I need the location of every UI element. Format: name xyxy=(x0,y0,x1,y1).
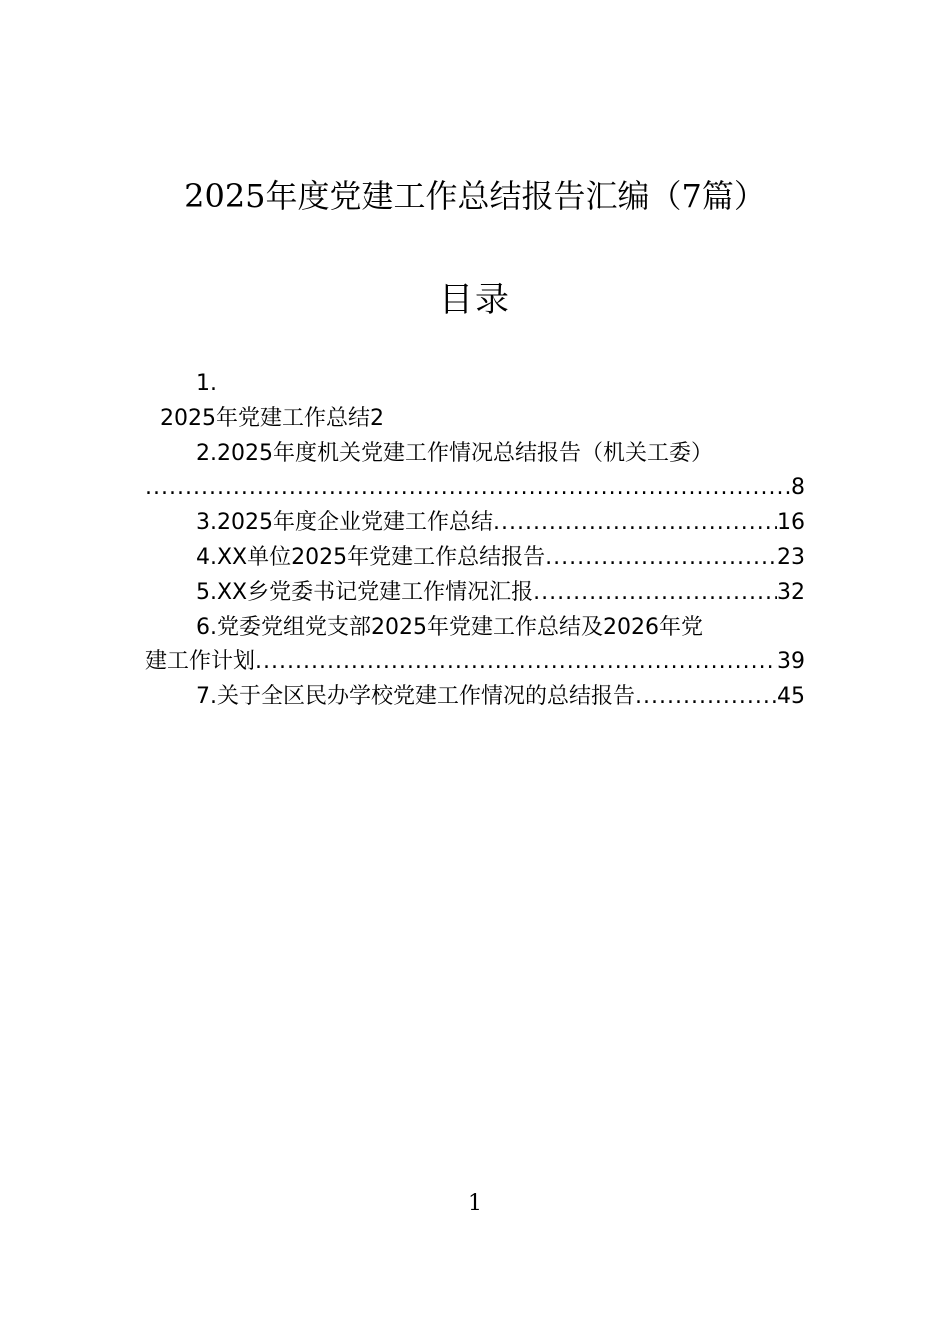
toc-entry-3-title: 3.2025年度企业党建工作总结 xyxy=(196,510,493,536)
toc-entry-1-number: 1. xyxy=(196,371,217,396)
toc-entry-7-leader xyxy=(635,680,777,715)
document-title: 2025年度党建工作总结报告汇编（7篇） xyxy=(184,177,766,215)
toc-heading: 目录 xyxy=(439,280,511,320)
toc-entry-5[interactable] xyxy=(145,576,805,611)
toc-entry-6[interactable] xyxy=(145,611,805,646)
toc-entry-3-leader xyxy=(493,506,777,541)
toc-entry-7[interactable] xyxy=(145,680,805,715)
toc-entry-5-title: 5.XX乡党委书记党建工作情况汇报 xyxy=(196,579,534,605)
toc-entry-4-title: 4.XX单位2025年党建工作总结报告 xyxy=(196,544,546,570)
page-number: 1 xyxy=(468,1191,482,1216)
toc-entry-6-title-line1: 6.党委党组党支部2025年党建工作总结及2026年党 xyxy=(196,614,703,640)
toc-entry-4-page: 23 xyxy=(777,544,805,570)
toc-entry-2-title: 2.2025年度机关党建工作情况总结报告（机关工委） xyxy=(196,440,713,466)
toc-entry-2[interactable] xyxy=(145,437,805,472)
toc-entry-6-title-line2: 建工作计划 xyxy=(145,649,256,675)
toc-entry-1-page: 2 xyxy=(370,405,384,431)
toc-entry-3[interactable] xyxy=(145,506,805,541)
toc-entry-2-leader-line[interactable] xyxy=(145,471,805,506)
toc-entry-5-leader xyxy=(533,576,777,611)
table-of-contents xyxy=(145,367,805,715)
toc-entry-4[interactable] xyxy=(145,541,805,576)
toc-entry-6-continuation[interactable] xyxy=(145,645,805,680)
toc-entry-5-page: 32 xyxy=(777,579,805,605)
toc-entry-1[interactable] xyxy=(145,402,805,437)
toc-entry-4-leader xyxy=(545,541,777,576)
toc-entry-3-page: 16 xyxy=(777,510,805,536)
toc-entry-1-title: 2025年党建工作总结 xyxy=(160,405,370,431)
toc-entry-1-number-line[interactable] xyxy=(145,367,805,402)
toc-entry-6-page: 39 xyxy=(777,649,805,675)
toc-entry-6-leader xyxy=(255,645,777,680)
toc-entry-2-page: 8 xyxy=(791,475,805,501)
toc-entry-7-page: 45 xyxy=(777,684,805,710)
toc-entry-2-leader xyxy=(145,471,791,506)
toc-entry-7-title: 7.关于全区民办学校党建工作情况的总结报告 xyxy=(196,684,635,710)
